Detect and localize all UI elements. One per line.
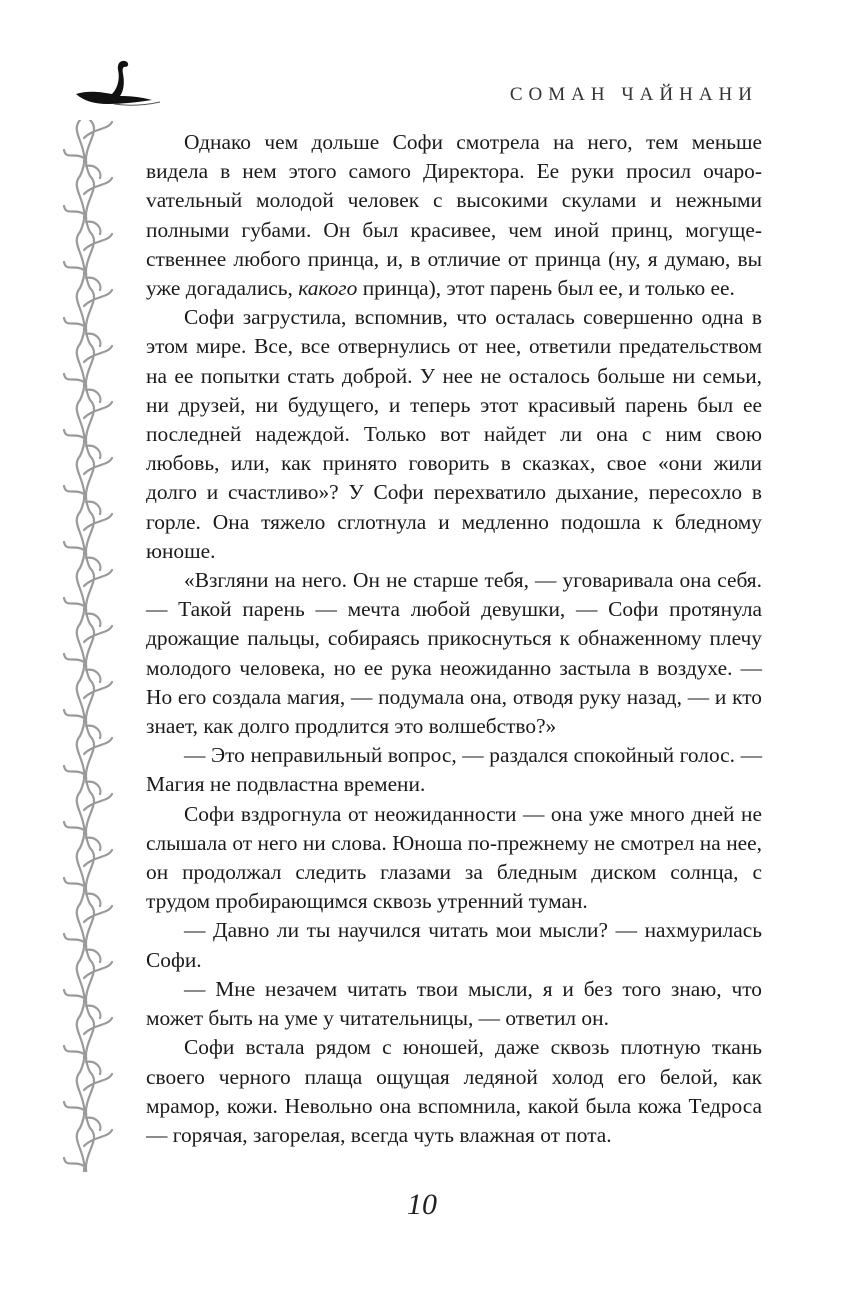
vine-stem: [64, 120, 112, 1172]
swan-icon: [68, 54, 164, 114]
body-text: [146, 128, 762, 1150]
paragraph-2: Софи загрустила, вспомнив, что осталась совершенно одна в этом мире. Все, все отвернулись от нее, ответили предательством на ее попытки стать доброй. У нее не осталось больше ни семьи, ни друзей, ни будущего, и теперь этот красивый парень был ее последней надеждой. Только вот найдет ли она с ним свою любовь, или, как принято говорить в сказках, свое «они жили долго и счастливо»? У Софи перехватило дыхание, пересохло в горле. Она тяжело сглотнула и медленно подошла к бледному юноше.: [146, 305, 762, 563]
vine-border-icon: [60, 120, 122, 1172]
paragraph-5: Софи вздрогнула от неожиданности — она уже много дней не слышала от него ни слова. Юноша по-прежнему не смотрел на нее, он продолжал следить глазами за бледным диском солнца, с трудом пробирающимся сквозь утренний туман.: [146, 801, 762, 914]
running-head: СОМАН ЧАЙНАНИ: [509, 84, 758, 105]
paragraph-1: Однако чем дольше Софи смотрела на него, тем меньше видела в нем этого самого Директора. Ее руки просил очароvательный молодой человек с высокими скулами и нежными полными губами. Он был красивее, чем иной принц, могущественнее любого принца, и, в отличие от принца (ну, я думаю, вы уже догадались, какого принца), этот парень был ее, и только ее.: [146, 130, 762, 301]
paragraph-8: Софи встала рядом с юношей, даже сквозь плотную ткань своего черного плаща ощущая ледяной холод его белой, как мрамор, кожи. Невольно она вспомнила, какой была кожа Тедроса — горячая, загорелая, всегда чуть влажная от пота.: [146, 1035, 762, 1147]
paragraph-4: — Это неправильный вопрос, — раздался спокойный голос. — Магия не подвластна времени.: [146, 743, 762, 797]
page-number: 10: [407, 1188, 437, 1221]
paragraph-6: — Давно ли ты научился читать мои мысли? — нахмурилась Софи.: [146, 918, 762, 972]
emphasis: какого: [298, 276, 358, 301]
paragraph-7: — Мне незачем читать твои мысли, я и без того знаю, что может быть на уме у читательницы, — ответил он.: [146, 976, 762, 1031]
paragraph-3: «Взгляни на него. Он не старше тебя, — уговаривала она себя. — Такой парень — мечта любой девушки, — Софи протянула дрожащие пальцы, собираясь прикоснуться к обнаженному плечу молодого человека, но ее рука неожиданно застыла в воздухе. — Но его создала магия, — подумала она, отводя руку назад, — и кто знает, как долго продлится это волшебство?»: [146, 568, 762, 739]
